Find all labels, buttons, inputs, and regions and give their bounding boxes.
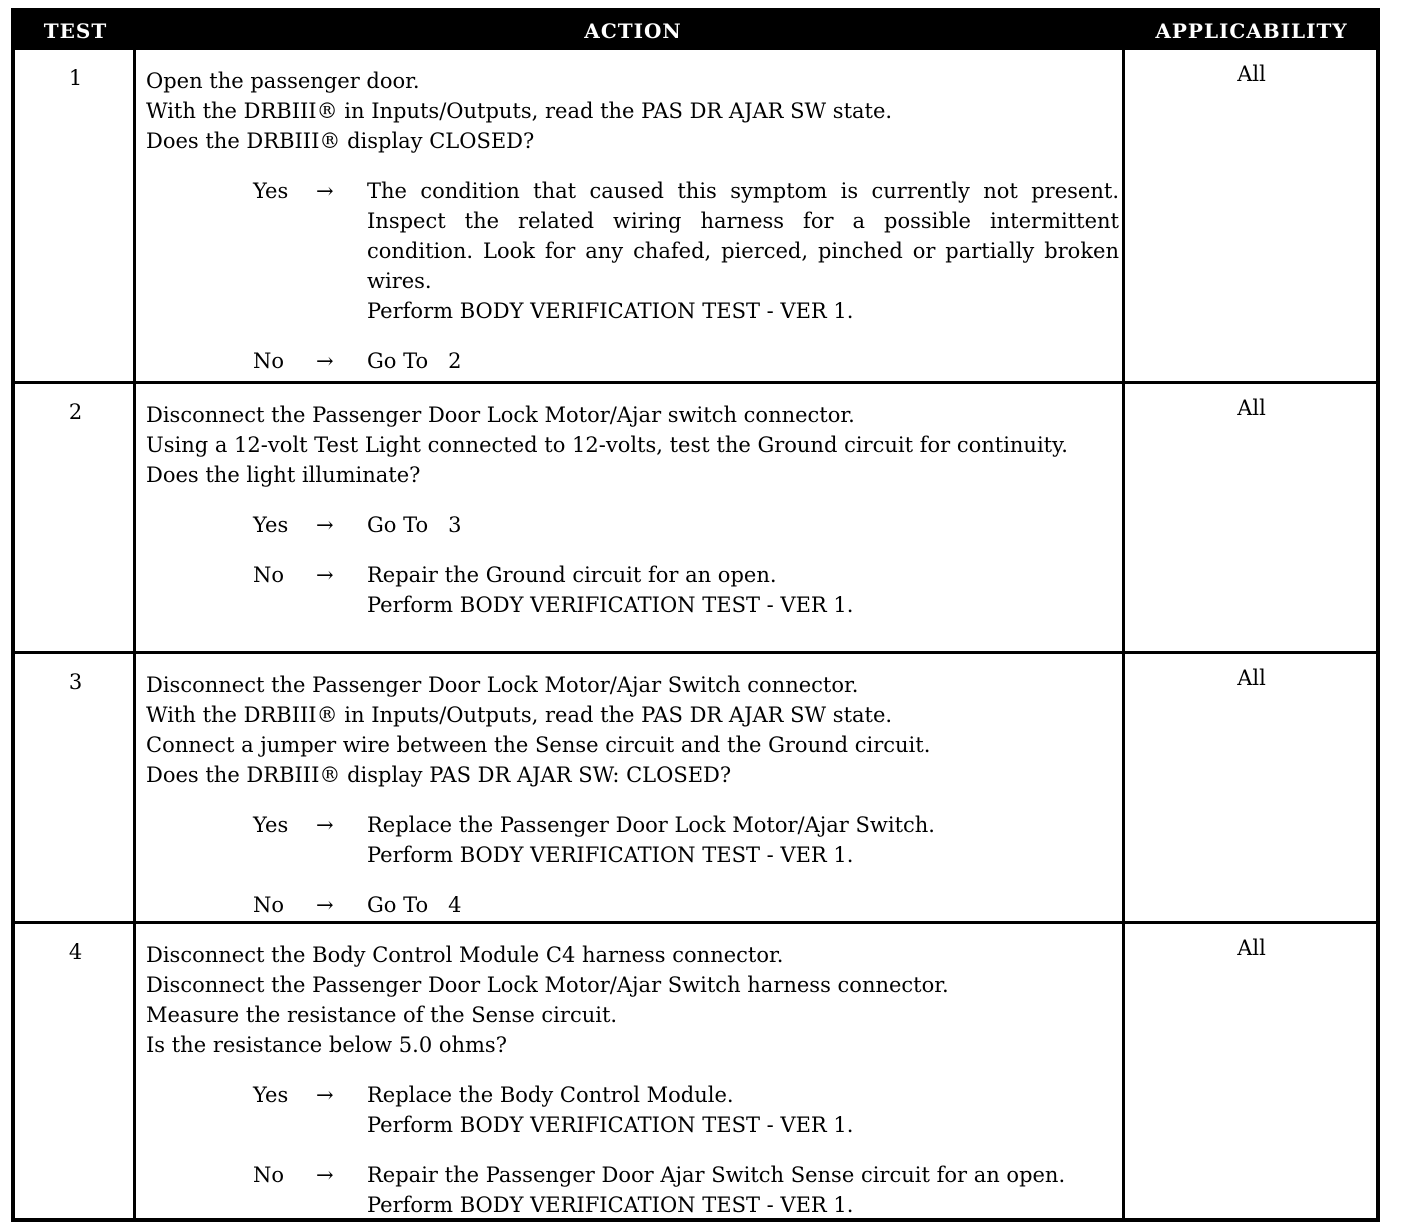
test-number: 3 [68,670,83,694]
action-line: Does the DRBIII® display PAS DR AJAR SW: CLOSED? [146,763,732,787]
action-line: Disconnect the Passenger Door Lock Motor/Ajar Switch connector. [146,673,859,697]
table-header [15,12,1376,50]
applicability-cell: All [1237,666,1266,690]
right-arrow-icon: → [316,813,334,837]
header-action: ACTION [584,19,682,43]
applicability-cell: All [1237,936,1266,960]
answer-line: Perform BODY VERIFICATION TEST - VER 1. [367,1193,854,1217]
test-number: 4 [68,940,83,964]
answer-text [367,1160,1119,1220]
right-arrow-icon: → [316,1163,334,1187]
action-line: Disconnect the Body Control Module C4 harness connector. [146,943,784,967]
right-arrow-icon: → [316,563,334,587]
answer-yes [146,1080,1119,1140]
table-row [15,381,1376,651]
header-applicability: APPLICABILITY [1155,19,1348,43]
table-row [15,651,1376,921]
action-line: Does the light illuminate? [146,463,421,487]
action-line: With the DRBIII® in Inputs/Outputs, read the PAS DR AJAR SW state. [146,99,893,123]
header-test: TEST [43,19,108,43]
right-arrow-icon: → [316,179,334,203]
answer-text [367,176,1126,326]
action-cell [146,670,1119,920]
answer-yes [146,810,1119,870]
action-line: Does the DRBIII® display CLOSED? [146,129,535,153]
answer-line: Perform BODY VERIFICATION TEST - VER 1. [367,1113,854,1137]
answer-yes [146,510,1119,540]
answer-text [367,510,1119,540]
answer-line: Repair the Passenger Door Ajar Switch Sense circuit for an open. [367,1163,1066,1187]
answer-text [367,810,1119,870]
answer-label: No [253,349,285,373]
action-line: With the DRBIII® in Inputs/Outputs, read the PAS DR AJAR SW state. [146,703,893,727]
answer-line: Go To 3 [367,513,462,537]
test-number: 1 [68,66,83,90]
table-row [15,50,1376,381]
action-line: Disconnect the Passenger Door Lock Motor/Ajar Switch harness connector. [146,973,949,997]
action-cell [146,400,1119,620]
answer-label: Yes [253,813,289,837]
answer-line: Go To 4 [367,893,462,917]
test-number: 2 [68,400,83,424]
applicability-cell: All [1237,62,1266,86]
right-arrow-icon: → [316,893,334,917]
answer-no [146,560,1119,620]
answer-label: No [253,563,285,587]
answer-line: Replace the Passenger Door Lock Motor/Ajar Switch. [367,813,935,837]
action-line: Using a 12-volt Test Light connected to 12-volts, test the Ground circuit for continuity. [146,433,1068,457]
answer-line: Perform BODY VERIFICATION TEST - VER 1. [367,593,854,617]
answer-line: Go To 2 [367,349,462,373]
diagnostic-test-table [11,8,1380,1222]
answer-label: No [253,893,285,917]
answer-text [367,560,1119,620]
action-line: Open the passenger door. [146,69,420,93]
action-line: Measure the resistance of the Sense circuit. [146,1003,618,1027]
right-arrow-icon: → [316,1083,334,1107]
action-cell [146,66,1126,376]
action-line: Is the resistance below 5.0 ohms? [146,1033,507,1057]
answer-text [367,1080,1119,1140]
answer-yes [146,176,1126,326]
answer-line: Perform BODY VERIFICATION TEST - VER 1. [367,299,854,323]
answer-label: Yes [253,179,289,203]
answer-line: Perform BODY VERIFICATION TEST - VER 1. [367,843,854,867]
answer-label: Yes [253,513,289,537]
action-line: Connect a jumper wire between the Sense circuit and the Ground circuit. [146,733,931,757]
applicability-cell: All [1237,396,1266,420]
action-line: Disconnect the Passenger Door Lock Motor/Ajar switch connector. [146,403,855,427]
answer-no [146,1160,1119,1220]
answer-line: Replace the Body Control Module. [367,1083,734,1107]
answer-no [146,890,1119,920]
right-arrow-icon: → [316,349,334,373]
table-row [15,921,1376,1222]
right-arrow-icon: → [316,513,334,537]
answer-label: Yes [253,1083,289,1107]
answer-line: Repair the Ground circuit for an open. [367,563,777,587]
answer-no [146,346,1119,376]
answer-text [367,346,1119,376]
answer-line: The condition that caused this symptom is currently not present. Inspect the related wiring harness for a possible intermittent condition. Look for any chafed, pierced, pinched or partially broken wires. [367,179,1126,293]
answer-label: No [253,1163,285,1187]
action-cell [146,940,1119,1220]
answer-text [367,890,1119,920]
